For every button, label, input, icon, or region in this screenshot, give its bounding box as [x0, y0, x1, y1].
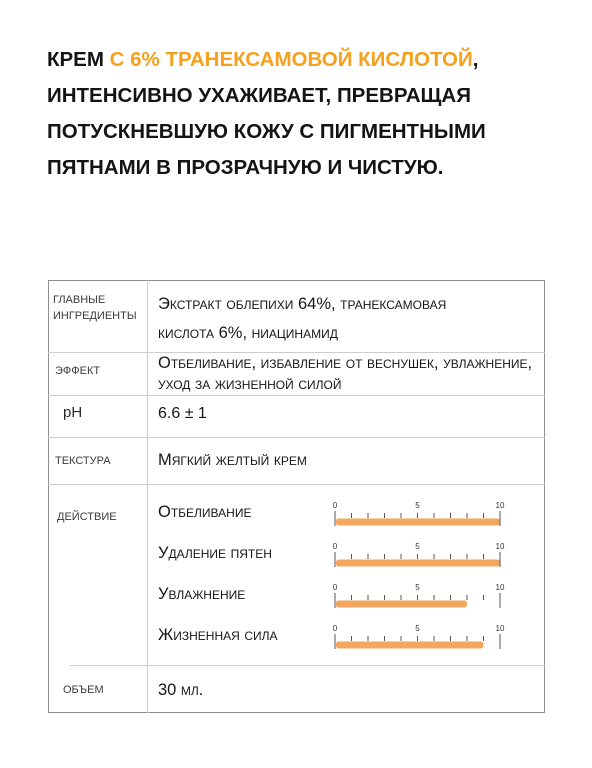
ingredients-value [158, 290, 446, 348]
row-divider [48, 437, 545, 438]
ph-label: pH [63, 404, 83, 421]
rating-scale [330, 540, 510, 574]
effect-value [158, 353, 532, 395]
volume-label: ОБЪЕМ [63, 684, 104, 696]
texture-label: ТЕКСТУРА [55, 455, 111, 467]
scale-tick-label: 0 [332, 541, 338, 551]
row-divider [48, 395, 545, 396]
ph-value: 6.6 ± 1 [158, 405, 207, 422]
action-row [158, 615, 510, 656]
action-item-label: Жизненная сила [158, 626, 278, 644]
action-row [158, 574, 510, 615]
row-divider [70, 665, 545, 666]
scale-tick-label: 10 [495, 623, 505, 633]
rating-scale [330, 581, 510, 615]
action-row [158, 492, 510, 533]
row-divider [48, 484, 545, 485]
rating-bar [336, 559, 500, 566]
action-label: ДЕЙСТВИЕ [57, 511, 117, 523]
action-item-label: Отбеливание [158, 503, 252, 521]
scale-tick-label: 0 [332, 500, 338, 510]
texture-value: Мягкий желтый крем [158, 451, 307, 469]
headline-accent: С 6% ТРАНЕКСАМОВОЙ КИСЛОТОЙ [109, 48, 473, 71]
scale-tick-label: 5 [415, 623, 420, 633]
effect-label: ЭФФЕКТ [55, 365, 101, 377]
scale-tick-label: 10 [495, 500, 505, 510]
ingredients-label-line: ИНГРЕДИЕНТЫ [53, 310, 137, 322]
headline-comma: , [472, 48, 479, 71]
rating-bar [336, 600, 467, 607]
scale-tick-label: 10 [495, 582, 505, 592]
action-row [158, 533, 510, 574]
rating-bar [336, 641, 484, 648]
headline [47, 42, 486, 186]
action-ratings [158, 492, 510, 656]
headline-product: КРЕМ [47, 48, 110, 71]
effect-value-line: уход за жизненной силой [158, 374, 342, 393]
ingredients-value-line: Экстракт облепихи 64%, транексамовая [158, 294, 447, 313]
headline-line-1 [47, 42, 486, 78]
ingredients-label [53, 292, 137, 324]
ingredients-label-line: ГЛАВНЫЕ [53, 294, 106, 306]
scale-tick-label: 5 [415, 582, 420, 592]
scale-tick-label: 0 [332, 623, 338, 633]
headline-line-3: ПОТУСКНЕВШУЮ КОЖУ С ПИГМЕНТНЫМИ [47, 120, 486, 143]
column-divider [147, 280, 148, 713]
volume-value: 30 мл. [158, 681, 204, 699]
rating-bar [336, 518, 500, 525]
scale-tick-label: 0 [332, 582, 338, 592]
ingredients-value-line: кислота 6%, ниацинамид [158, 323, 338, 342]
scale-tick-label: 5 [415, 500, 420, 510]
action-item-label: Удаление пятен [158, 544, 272, 562]
rating-scale [330, 622, 510, 656]
action-item-label: Увлажнение [158, 585, 246, 603]
rating-scale [330, 499, 510, 533]
scale-tick-label: 5 [415, 541, 420, 551]
headline-line-2: ИНТЕНСИВНО УХАЖИВАЕТ, ПРЕВРАЩАЯ [47, 84, 471, 107]
effect-value-line: Отбеливание, избавление от веснушек, увлажнение, [158, 353, 533, 372]
scale-tick-label: 10 [495, 541, 505, 551]
headline-line-4: ПЯТНАМИ В ПРОЗРАЧНУЮ И ЧИСТУЮ. [47, 156, 444, 179]
